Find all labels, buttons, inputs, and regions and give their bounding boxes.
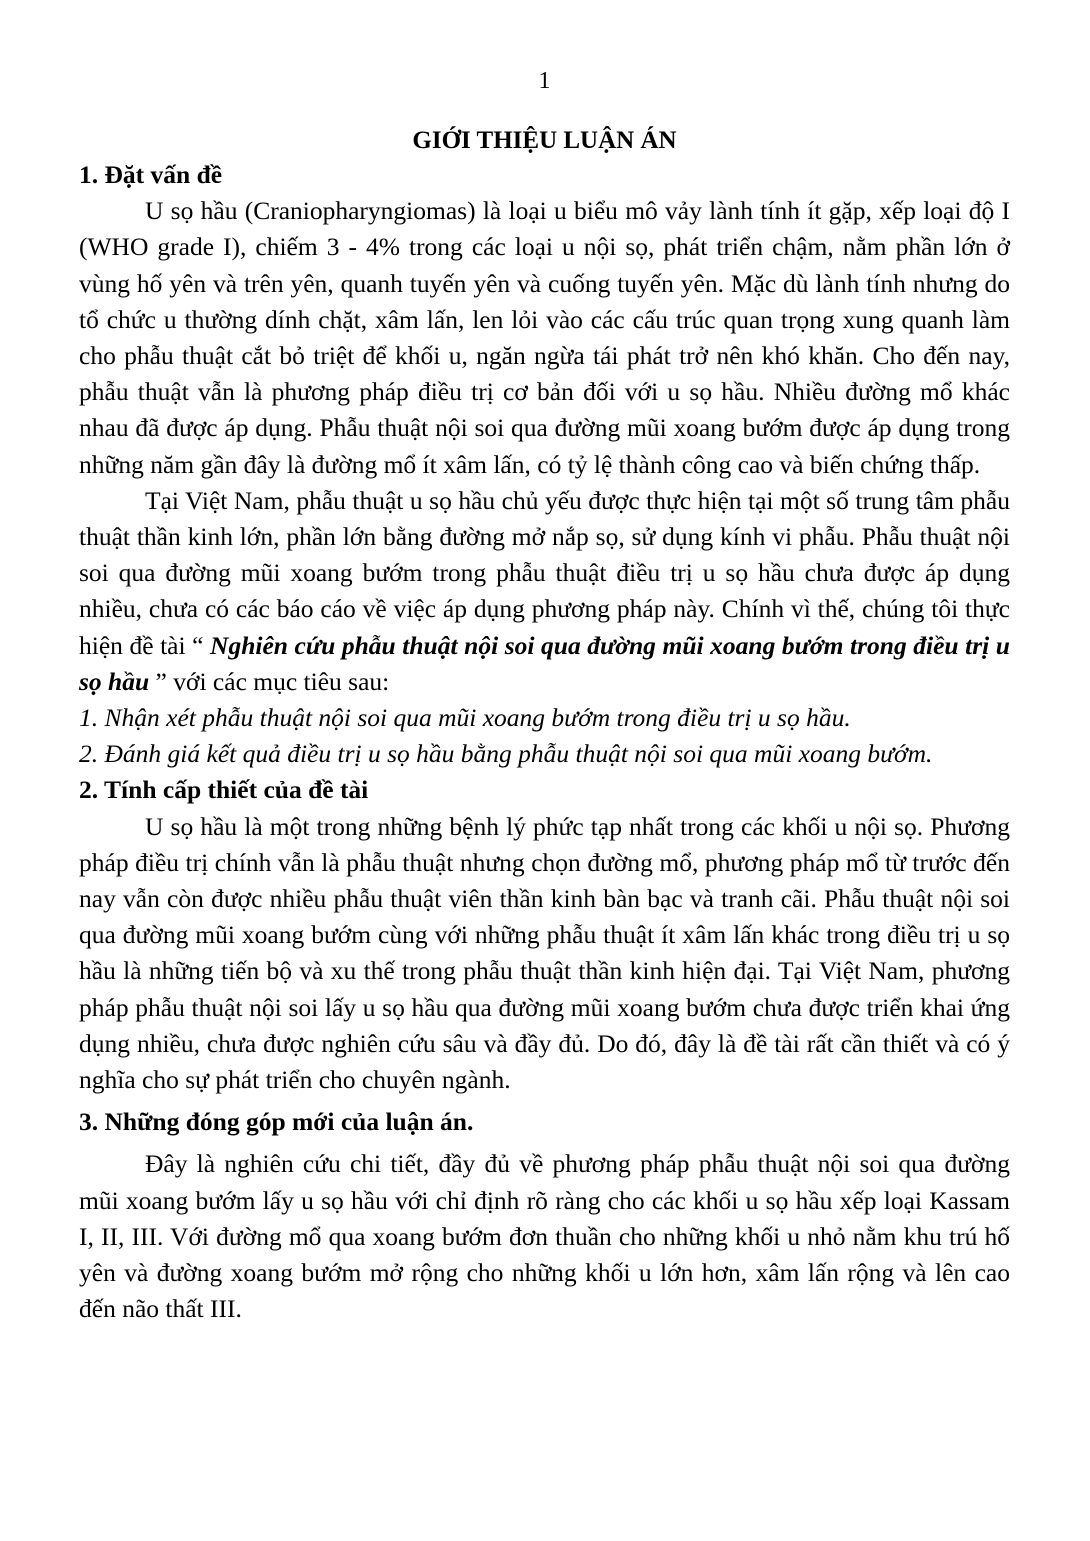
paragraph-2-text-before: Tại Việt Nam, phẫu thuật u sọ hầu chủ yếu được thực hiện tại một số trung tâm phẫu thuật thần kinh lớn, phần lớn bằng đường mở nắp sọ, sử dụng kính vi phẫu. Phẫu thuật nội soi qua đường mũi xoang bướm trong phẫu thuật điều trị u sọ hầu chưa được áp dụng nhiều, chưa có các báo cáo về việc áp dụng phương pháp này. Chính vì thế, chúng tôi thực hiện đề tài “ — [79, 485, 1010, 660]
document-body — [79, 157, 1010, 1328]
section-1-paragraph-2 — [79, 483, 1010, 700]
section-3-paragraph-1: Đây là nghiên cứu chi tiết, đầy đủ về phương pháp phẫu thuật nội soi qua đường mũi xoang bướm lấy u sọ hầu với chỉ định rõ ràng cho các khối u sọ hầu xếp loại Kassam I, II, III. Với đường mổ qua xoang bướm đơn thuần cho những khối u nhỏ nằm khu trú hố yên và đường xoang bướm mở rộng cho những khối u lớn hơn, xâm lấn rộng và lên cao đến não thất III. — [79, 1149, 1010, 1324]
thesis-title-emphasis: Nghiên cứu phẫu thuật nội soi qua đường mũi xoang bướm trong điều trị u sọ hầu — [79, 630, 1010, 696]
section-heading-2: 2. Tính cấp thiết của đề tài — [79, 775, 369, 805]
section-heading-1: 1. Đặt vấn đề — [79, 160, 223, 189]
section-1-paragraph-1: U sọ hầu (Craniopharyngiomas) là loại u biểu mô vảy lành tính ít gặp, xếp loại độ I (WHO grade I), chiếm 3 - 4% trong các loại u nội sọ, phát triển chậm, nằm phần lớn ở vùng hố yên và trên yên, quanh tuyến yên và cuống tuyến yên. Mặc dù lành tính nhưng do tổ chức u thường dính chặt, xâm lấn, len lỏi vào các cấu trúc quan trọng xung quanh làm cho phẫu thuật cắt bỏ triệt để khối u, ngăn ngừa tái phát trở nên khó khăn. Cho đến nay, phẫu thuật vẫn là phương pháp điều trị cơ bản đối với u sọ hầu. Nhiều đường mổ khác nhau đã được áp dụng. Phẫu thuật nội soi qua đường mũi xoang bướm được áp dụng trong những năm gần đây là đường mổ ít xâm lấn, có tỷ lệ thành công cao và biến chứng thấp. — [79, 196, 1010, 479]
objective-1: 1. Nhận xét phẫu thuật nội soi qua mũi xoang bướm trong điều trị u sọ hầu. — [79, 703, 851, 733]
objective-2: 2. Đánh giá kết quả điều trị u sọ hầu bằng phẫu thuật nội soi qua mũi xoang bướm. — [79, 739, 933, 769]
section-2-paragraph-1: U sọ hầu là một trong những bệnh lý phức tạp nhất trong các khối u nội sọ. Phương pháp điều trị chính vẫn là phẫu thuật nhưng chọn đường mổ, phương pháp mổ từ trước đến nay vẫn còn được nhiều phẫu thuật viên thần kinh bàn bạc và tranh cãi. Phẫu thuật nội soi qua đường mũi xoang bướm cùng với những phẫu thuật ít xâm lấn khác trong điều trị u sọ hầu là những tiến bộ và xu thế trong phẫu thuật thần kinh hiện đại. Tại Việt Nam, phương pháp phẫu thuật nội soi lấy u sọ hầu qua đường mũi xoang bướm chưa được triển khai ứng dụng nhiều, chưa được nghiên cứu sâu và đầy đủ. Do đó, đây là đề tài rất cần thiết và có ý nghĩa cho sự phát triển cho chuyên ngành. — [79, 811, 1010, 1095]
page-number: 1 — [538, 68, 551, 94]
section-heading-3: 3. Những đóng góp mới của luận án. — [79, 1107, 474, 1137]
paragraph-2-text-after: ” với các mục tiêu sau: — [149, 666, 390, 696]
document-title: GIỚI THIỆU LUẬN ÁN — [412, 127, 677, 154]
